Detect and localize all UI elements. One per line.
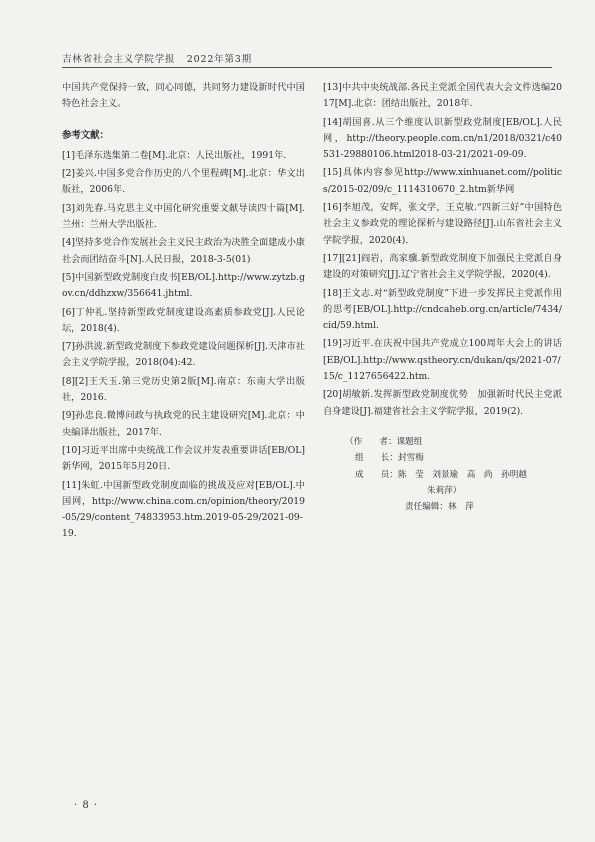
reference-item: [10]习近平出席中央统战工作会议并发表重要讲话[EB/OL]新华网，2015年5月20日. <box>62 444 305 473</box>
editor-value: 林 萍 <box>447 502 474 513</box>
references-heading: 参考文献： <box>62 129 109 141</box>
reference-item: [8][2]王天玉.第三党历史第2版[M].南京：东南大学出版社，2016. <box>62 375 305 404</box>
reference-item: [18]王文志.对“新型政党制度”下进一步发挥民主党派作用的思考[EB/OL].http://cndcaheb.org.cn/article/7434/cid/59.html. <box>323 287 562 332</box>
author-credits <box>323 434 562 515</box>
reference-list-left <box>62 148 305 543</box>
reference-item: [17][21]阎岩，高家骥.新型政党制度下加强民主党派自身建设的对策研究[J].辽宁省社会主义学院学报，2020(4). <box>323 252 562 281</box>
issue-label: 2022年第3期 <box>186 54 252 65</box>
reference-item: [3]刘先春.马克思主义中国化研究重要文献导读四十篇[M].兰州：兰州大学出版社. <box>62 202 305 231</box>
members-value-cont: 朱莉萍） <box>427 485 462 496</box>
leader-value: 封雪梅 <box>397 453 424 464</box>
reference-item: [11]朱虹.中国新型政党制度面临的挑战及应对[EB/OL].中国网，http://www.china.com.cn/opinion/theory/2019-05/29/content_74833953.htm.2019-05-29/2021-09-19. <box>62 479 305 540</box>
editor-label: 责任编辑： <box>405 502 448 513</box>
reference-item: [4]坚持多党合作发展社会主义民主政治为决胜全面建成小康社会而团结奋斗[N].人民日报，2018-3-5(01) <box>62 237 305 265</box>
reference-item: [7]孙洪波.新型政党制度下参政党建设问题探析[J].天津市社会主义学院学报，2018(04):42. <box>62 341 305 369</box>
intro-paragraph: 中国共产党保持一致，同心同德，共同努力建设新时代中国特色社会主义。 <box>62 82 305 110</box>
reference-item: [9]孙忠良.微博问政与执政党的民主建设研究[M].北京：中央编译出版社，2017年. <box>62 410 305 438</box>
reference-list-right <box>323 80 562 420</box>
right-column <box>323 80 562 515</box>
reference-item: [16]李旭茂，安辉，张文学，王克敏.“四新三好”中国特色社会主义参政党的理论探析与建设路径[J].山东省社会主义学院学报，2020(4). <box>323 202 562 246</box>
header-divider <box>62 67 552 68</box>
reference-item: [19]习近平.在庆祝中国共产党成立100周年大会上的讲话[EB/OL].http://www.qstheory.cn/dukan/qs/2021-07/15/c_1127656422.htm. <box>323 338 562 383</box>
credit-members-row-2 <box>345 483 562 499</box>
reference-item: [15]具体内容参见http://www.xinhuanet.com//politics/2015-02/09/c_1114310670_2.htm新华网 <box>323 167 562 195</box>
members-label: 成 员： <box>355 469 398 480</box>
author-label: （作 者： <box>345 436 397 447</box>
credit-author-row <box>345 434 562 450</box>
reference-item: [20]胡敏新.发挥新型政党制度优势 加强新时代民主党派自身建设[J].福建省社会主义学院学报，2019(2). <box>323 389 562 417</box>
left-column <box>62 80 305 545</box>
reference-item: [5]中国新型政党制度白皮书[EB/OL].http://www.zytzb.gov.cn/ddhzxw/356641.jhtml. <box>62 271 305 300</box>
credit-leader-row <box>345 450 562 466</box>
credit-editor-row <box>345 499 562 515</box>
reference-item: [13]中共中央统战部.各民主党派全国代表大会文件选编2017[M].北京：团结出版社，2018年. <box>323 82 562 110</box>
reference-item: [1]毛泽东选集第二卷[M].北京：人民出版社，1991年. <box>62 149 287 161</box>
reference-item: [14]胡国喜.从三个维度认识新型政党制度[EB/OL].人民网，http://theory.people.com.cn/n1/2018/0321/c40531-29880106.html2018-03-21/2021-09-09. <box>323 116 562 161</box>
leader-label: 组 长： <box>355 453 398 464</box>
members-value: 陈 莹 刘景瑜 高 尚 孙明越 <box>397 469 527 480</box>
reference-item: [2]姜兴.中国多党合作历史的八个里程碑[M].北京：华文出版社，2006年. <box>62 168 305 196</box>
reference-item: [6]丁仲礼.坚持新型政党制度建设高素质参政党[J].人民论坛，2018(4). <box>62 306 305 334</box>
running-header <box>62 51 552 65</box>
author-value: 课题组 <box>396 436 423 447</box>
journal-name: 吉林省社会主义学院学报 <box>62 54 176 65</box>
credit-members-row <box>345 467 562 483</box>
page-number: · 8 · <box>74 800 99 811</box>
